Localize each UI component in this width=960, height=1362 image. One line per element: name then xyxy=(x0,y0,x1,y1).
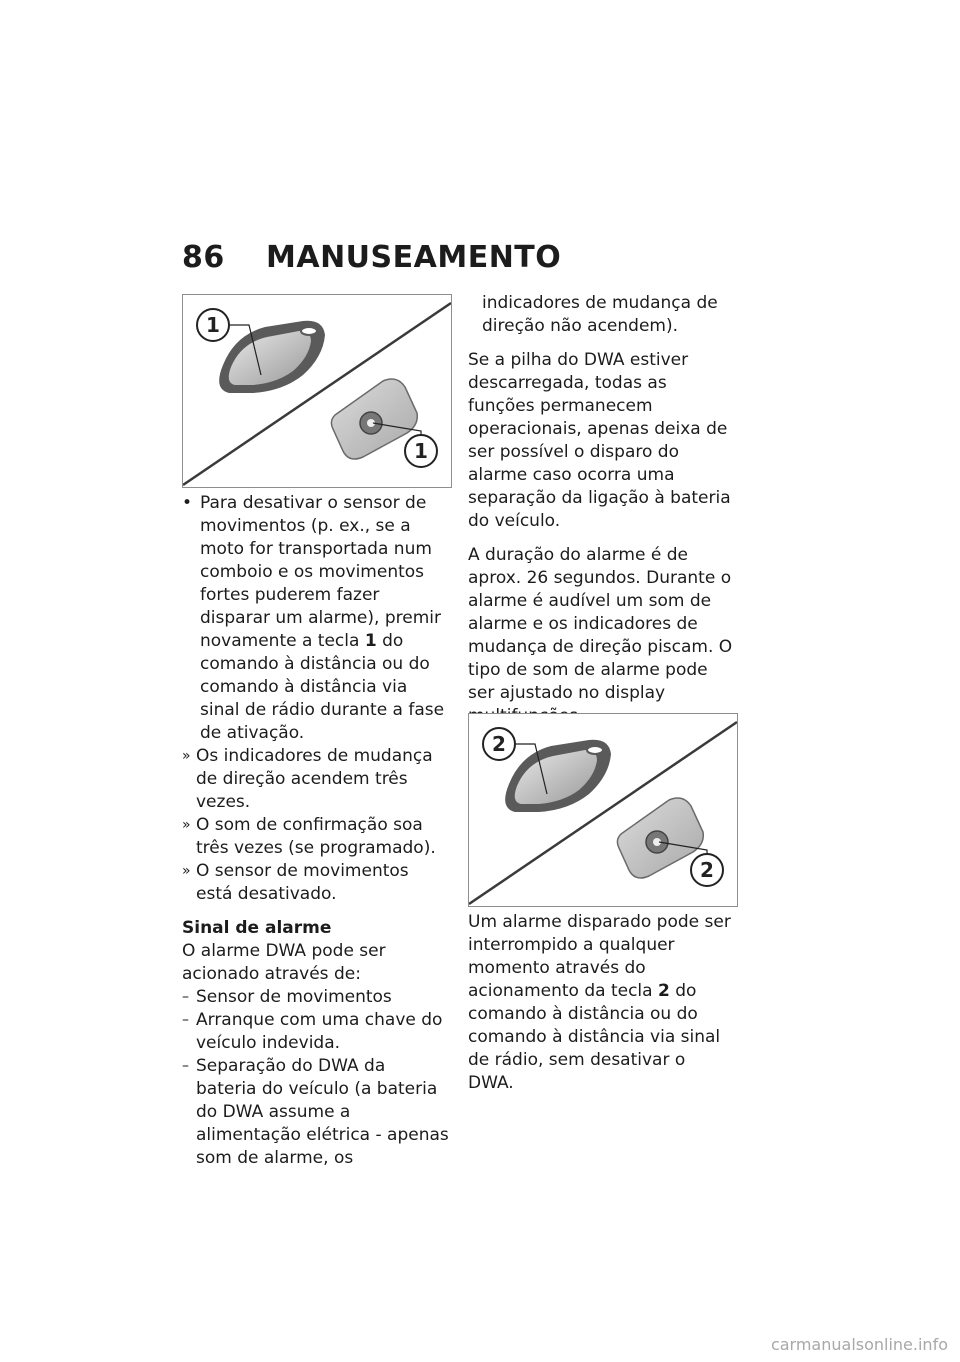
bullet-text: Para desativar o sensor de movimentos (p. ex., se a moto for transportada num comboio e os movimentos fortes puderem fazer disparar um alarme), premir novamente a tecla xyxy=(200,493,441,651)
callout-1-top: 1 xyxy=(206,313,220,337)
result-item xyxy=(182,860,450,906)
dash-item xyxy=(182,1009,450,1055)
result-text: Os indicadores de mudança de direção acendem três vezes. xyxy=(196,746,433,812)
figure-key-remote-2 xyxy=(468,713,738,907)
para3-start: Um alarme disparado pode ser interrompido a qualquer momento através do acionamento da tecla xyxy=(468,912,731,1001)
paragraph xyxy=(468,911,736,1095)
dash-marker: – xyxy=(182,989,189,1005)
callout-1-bottom: 1 xyxy=(414,439,428,463)
paragraph: A duração do alarme é de aprox. 26 segundos. Durante o alarme é audível um som de alarme e os indicadores de mudança de direção piscam. O tipo de som de alarme pode ser ajustado no display xyxy=(468,545,733,703)
page-header xyxy=(182,240,561,275)
result-item xyxy=(182,814,450,860)
bullet-text-end: do comando à distância ou do comando à distância via sinal de rádio durante a fase de ativação. xyxy=(200,631,445,743)
result-marker: » xyxy=(182,748,191,764)
callout-2-top: 2 xyxy=(492,732,506,756)
continuation-text: indicadores de mudança de direção não acendem). xyxy=(482,293,718,336)
paragraph: Se a pilha do DWA estiver descarregada, todas as funções permanecem operacionais, apenas deixa de ser possível o disparo do alarme caso ocorra uma separação da ligação à bateria do veículo. xyxy=(468,350,731,531)
bullet-marker: • xyxy=(182,493,193,513)
footer-watermark: carmanualsonline.info xyxy=(770,1335,948,1354)
left-column xyxy=(182,492,450,1170)
section-heading: Sinal de alarme xyxy=(182,918,332,938)
result-marker: » xyxy=(182,863,191,879)
dash-continuation xyxy=(468,292,736,338)
section-intro: O alarme DWA pode ser acionado através de: xyxy=(182,941,386,984)
page-title: MANUSEAMENTO xyxy=(266,240,562,275)
result-item xyxy=(182,745,450,814)
result-marker: » xyxy=(182,817,191,833)
dash-text: Sensor de movimentos xyxy=(196,987,392,1007)
key-ref-1: 1 xyxy=(364,631,377,651)
dash-item xyxy=(182,1055,450,1170)
callout-2-bottom: 2 xyxy=(700,858,714,882)
dash-text: Separação do DWA da bateria do veículo (a bateria do DWA assume a alimentação elétrica - apenas som de alarme, os xyxy=(196,1056,449,1168)
para3-end: do comando à distância ou do comando à distância via sinal de rádio, sem desativar o DWA. xyxy=(468,981,721,1093)
right-column xyxy=(468,292,736,728)
right-column-lower xyxy=(468,911,736,1095)
dash-marker: – xyxy=(182,1012,189,1028)
result-text: O sensor de movimentos está desativado. xyxy=(196,861,409,904)
figure-key-remote-1 xyxy=(182,294,452,488)
dash-text: Arranque com uma chave do veículo indevida. xyxy=(196,1010,443,1053)
bullet-item xyxy=(182,492,450,745)
dash-item xyxy=(182,986,450,1009)
page-number: 86 xyxy=(182,240,225,275)
dash-marker: – xyxy=(182,1058,189,1074)
result-text: O som de confirmação soa três vezes (se programado). xyxy=(196,815,436,858)
key-ref-2: 2 xyxy=(657,981,670,1001)
